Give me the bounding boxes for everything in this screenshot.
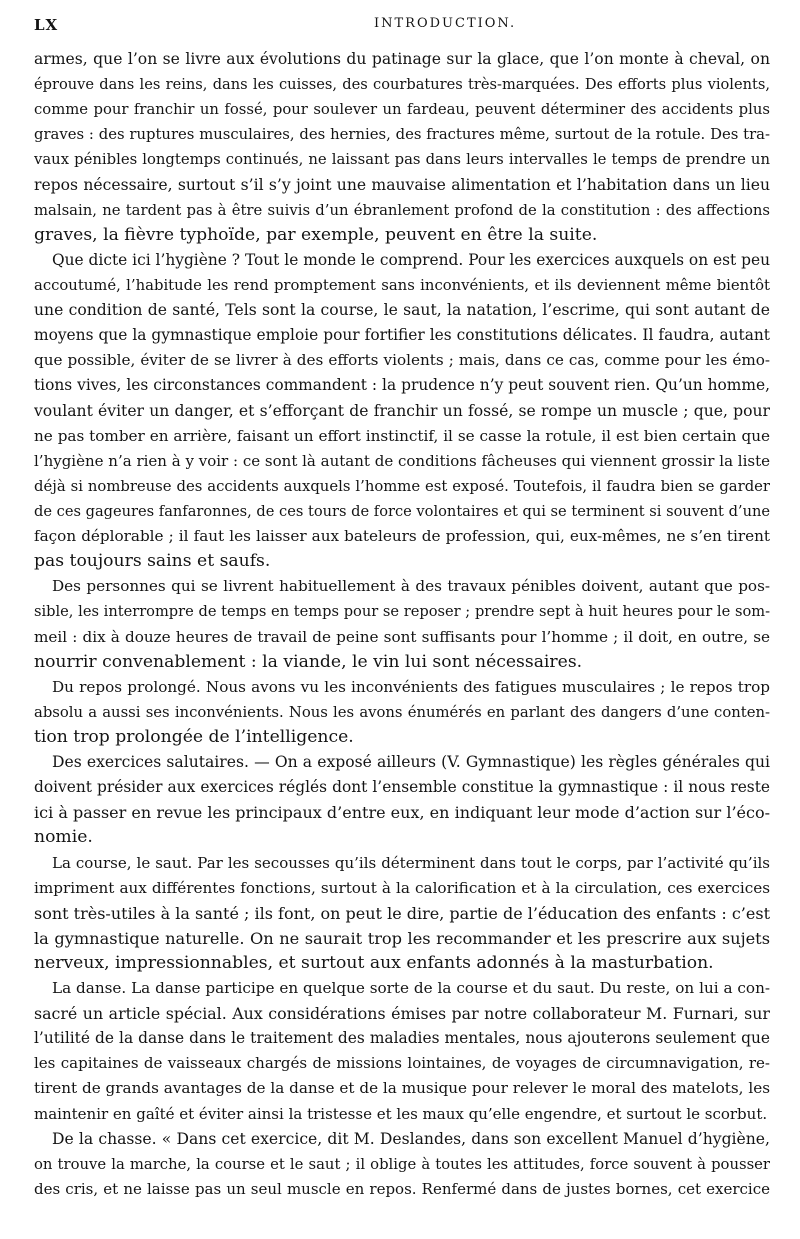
text-line: pas toujours sains et saufs. [34, 551, 271, 572]
text-line: sible, les interrompre de temps en temps pour se reposer ; prendre sept à huit heures pour le som- [34, 603, 770, 621]
text-line: vaux pénibles longtemps continués, ne laissant pas dans leurs intervalles le temps de prendre un [34, 151, 770, 169]
text-line: moyens que la gymnastique emploie pour fortifier les constitutions délicates. Il faudra, autant [34, 326, 770, 345]
text-line: ici à passer en revue les principaux d’entre eux, en indiquant leur mode d’action sur l’éco- [34, 803, 770, 823]
text-line: une condition de santé, Tels sont la course, le saut, la natation, l’escrime, qui sont autant de [34, 301, 770, 320]
text-line: nourrir convenablement : la viande, le vin lui sont nécessaires. [34, 651, 583, 672]
text-line: absolu a aussi ses inconvénients. Nous les avons énumérés en parlant des dangers d’une conten- [34, 703, 770, 721]
text-line: accoutumé, l’habitude les rend promptement sans inconvénients, et ils deviennent même bientôt [34, 276, 770, 294]
text-line: des cris, et ne laisse pas un seul muscle en repos. Renfermé dans de justes bornes, cet exercice [34, 1179, 770, 1198]
text-line: impriment aux différentes fonctions, surtout à la calorification et à la circulation, ces exercices [34, 878, 770, 897]
text-line: éprouve dans les reins, dans les cuisses, des courbatures très-marquées. Des efforts plus violents, [34, 76, 770, 94]
text-line: Des exercices salutaires. — On a exposé ailleurs (V. Gymnastique) les règles générales qui [52, 753, 770, 772]
text-line: La danse. La danse participe en quelque sorte de la course et du saut. Du reste, on lui a con- [52, 979, 770, 998]
text-line: tions vives, les circonstances commandent : la prudence n’y peut souvent rien. Qu’un homme, [34, 376, 770, 395]
body-text [34, 47, 770, 1202]
text-line: Des personnes qui se livrent habituellement à des travaux pénibles doivent, autant que pos- [52, 577, 770, 596]
text-line: tion trop prolongée de l’intelligence. [34, 726, 354, 747]
text-line: comme pour franchir un fossé, pour soulever un fardeau, peuvent déterminer des accidents plus [34, 101, 770, 119]
text-line: que possible, éviter de se livrer à des efforts violents ; mais, dans ce cas, comme pour les émo- [34, 351, 770, 370]
text-line: on trouve la marche, la course et le saut ; il oblige à toutes les attitudes, force souvent à pousser [34, 1155, 770, 1173]
text-line: De la chasse. « Dans cet exercice, dit M. Deslandes, dans son excellent Manuel d’hygiène, [52, 1129, 770, 1148]
text-line: l’utilité de la danse dans le traitement des maladies mentales, nous ajouterons seulement que [34, 1029, 770, 1048]
text-line: malsain, ne tardent pas à être suivis d’un ébranlement profond de la constitution : des affections [34, 201, 770, 219]
text-line: nomie. [34, 827, 93, 848]
text-line: sacré un article spécial. Aux considérations émises par notre collaborateur M. Furnari, sur [34, 1004, 770, 1024]
page-header [34, 16, 766, 42]
text-line: façon déplorable ; il faut les laisser aux bateleurs de profession, qui, eux-mêmes, ne s’en tirent [34, 527, 770, 546]
text-line: déjà si nombreuse des accidents auxquels l’homme est exposé. Toutefois, il faudra bien se garder [34, 477, 770, 495]
running-title: INTRODUCTION. [374, 16, 517, 31]
text-line: tirent de grands avantages de la danse et de la musique pour relever le moral des matelots, les [34, 1079, 770, 1098]
text-line: voulant éviter un danger, et s’efforçant de franchir un fossé, se rompe un muscle ; que, pour [34, 401, 770, 420]
text-line: de ces gageures fanfaronnes, de ces tours de force volontaires et qui se terminent si souvent d’une [34, 502, 770, 520]
text-line: sont très-utiles à la santé ; ils font, on peut le dire, partie de l’éducation des enfants : c’est [34, 903, 770, 923]
text-line: maintenir en gaîté et éviter ainsi la tristesse et les maux qu’elle engendre, et surtout le scorbut. [34, 1104, 768, 1123]
text-line: La course, le saut. Par les secousses qu’ils déterminent dans tout le corps, par l’activité qu’ils [52, 853, 770, 872]
text-line: repos nécessaire, surtout s’il s’y joint une mauvaise alimentation et l’habitation dans un lieu [34, 175, 770, 194]
text-line: ne pas tomber en arrière, faisant un effort instinctif, il se casse la rotule, il est bien certain que [34, 426, 770, 445]
text-line: Du repos prolongé. Nous avons vu les inconvénients des fatigues musculaires ; le repos trop [52, 677, 770, 696]
text-line: doivent présider aux exercices réglés dont l’ensemble constitue la gymnastique : il nous reste [34, 778, 770, 797]
text-line: meil : dix à douze heures de travail de peine sont suffisants pour l’homme ; il doit, en outre, se [34, 627, 770, 646]
text-line: la gymnastique naturelle. On ne saurait trop les recommander et les prescrire aux sujets [34, 928, 770, 948]
text-line: armes, que l’on se livre aux évolutions du patinage sur la glace, que l’on monte à cheval, on [34, 50, 770, 68]
text-line: Que dicte ici l’hygiène ? Tout le monde le comprend. Pour les exercices auxquels on est peu [52, 250, 770, 269]
text-line: l’hygiène n’a rien à y voir : ce sont là autant de conditions fâcheuses qui viennent grossir la liste [34, 451, 770, 470]
text-line: nerveux, impressionnables, et surtout aux enfants adonnés à la masturbation. [34, 952, 714, 973]
page-number: LX [34, 16, 59, 34]
text-line: graves, la fièvre typhoïde, par exemple, peuvent en être la suite. [34, 224, 598, 245]
text-line: graves : des ruptures musculaires, des hernies, des fractures même, surtout de la rotule. Des tra- [34, 126, 770, 144]
text-line: les capitaines de vaisseaux chargés de missions lointaines, de voyages de circumnavigation, re- [34, 1054, 770, 1073]
